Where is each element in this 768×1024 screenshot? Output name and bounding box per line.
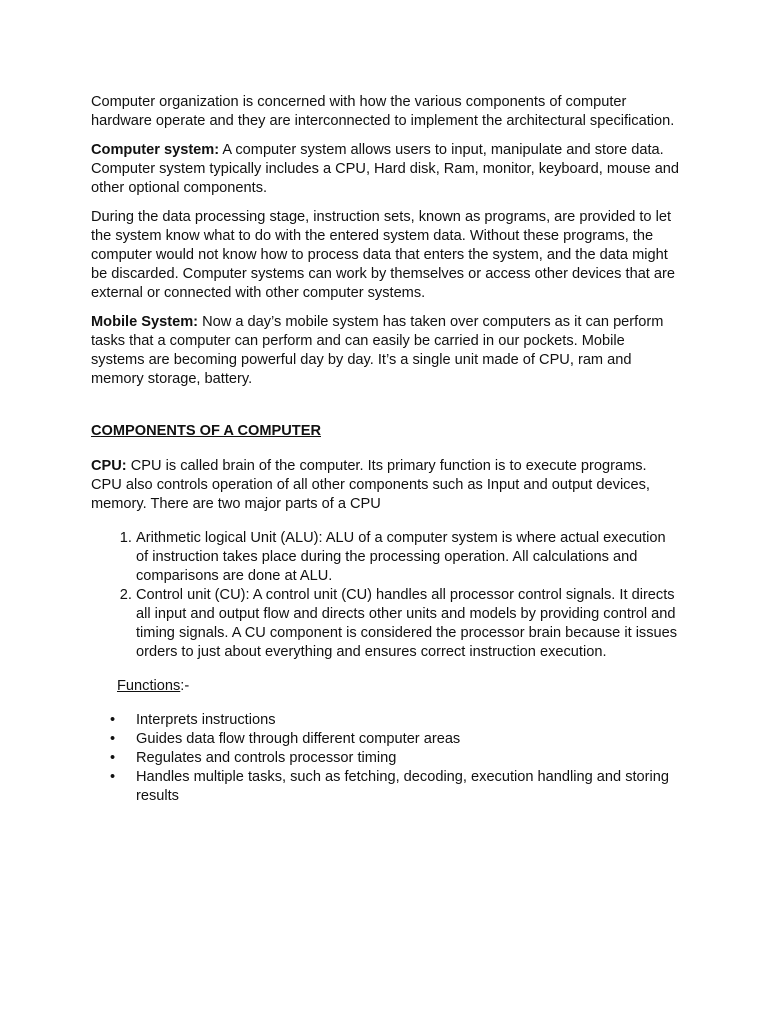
mobile-system-paragraph: [91, 313, 681, 389]
processing-paragraph: During the data processing stage, instruction sets, known as programs, are provided to let the system know what to do with the entered system data. Without these programs, the computer would not know how to process data that enters the system, and the data might be discarded. Computer systems can work by themselves or access other devices that are external or connected with other computer systems.: [91, 209, 676, 301]
cpu-text: CPU is called brain of the computer. Its primary function is to execute programs. CPU also controls operation of all other components such as Input and output devices, memory. There are two major parts of a CPU: [91, 458, 650, 512]
mobile-system-text: Now a day’s mobile system has taken over computers as it can perform tasks that a computer can perform and can easily be carried in our pockets. Mobile systems are becoming powerful day by day. It’s a single unit made of CPU, ram and memory storage, battery.: [91, 314, 664, 387]
functions-label: [117, 677, 681, 696]
cpu-paragraph: [91, 457, 681, 514]
computer-system-paragraph: [91, 141, 681, 198]
cpu-parts-list: [91, 529, 681, 662]
functions-label-suffix: :-: [180, 678, 190, 694]
functions-label-text: Functions: [117, 678, 181, 694]
computer-system-term: Computer system:: [91, 142, 220, 158]
mobile-system-term: Mobile System:: [91, 314, 199, 330]
cpu-term: CPU:: [91, 458, 127, 474]
list-item: • Regulates and controls processor timing: [136, 749, 681, 768]
list-item: • Handles multiple tasks, such as fetching, decoding, execution handling and storing results: [136, 768, 681, 806]
list-item: 1. Arithmetic logical Unit (ALU): ALU of a computer system is where actual execution of instruction takes place during the processing operation. All calculations and comparisons are done at ALU.: [136, 529, 681, 586]
document-body: [91, 93, 681, 806]
computer-system-text: A computer system allows users to input, manipulate and store data. Computer system typically includes a CPU, Hard disk, Ram, monitor, keyboard, mouse and other optional components.: [91, 142, 680, 196]
list-item: • Guides data flow through different computer areas: [136, 730, 681, 749]
components-heading: COMPONENTS OF A COMPUTER: [91, 423, 321, 439]
list-item: • Interprets instructions: [136, 711, 681, 730]
intro-paragraph: Computer organization is concerned with how the various components of computer hardware operate and they are interconnected to implement the architectural specification.: [91, 94, 675, 129]
functions-list: [91, 711, 681, 806]
list-item: 2. Control unit (CU): A control unit (CU) handles all processor control signals. It directs all input and output flow and directs other units and models by providing control and timing signals. A CU component is considered the processor brain because it issues orders to just about everything and ensures correct instruction execution.: [136, 586, 681, 662]
